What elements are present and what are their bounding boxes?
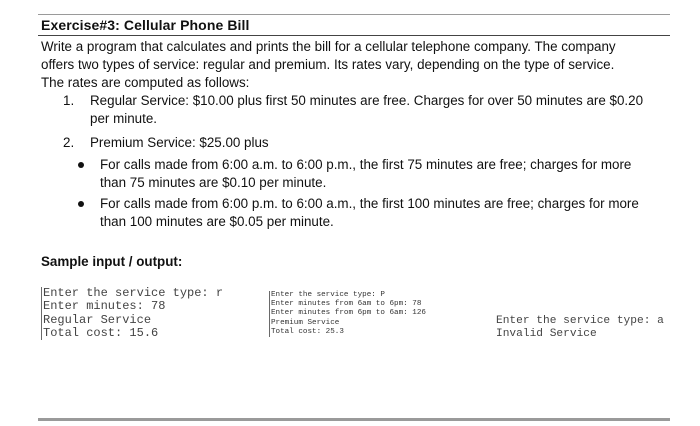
- list-item-regular: [63, 92, 663, 128]
- sample-output-invalid: [496, 315, 664, 340]
- console-line: Enter minutes from 6am to 6pm: 78: [271, 300, 422, 309]
- sample-heading: Sample input / output:: [41, 254, 183, 269]
- list-number: 1.: [63, 93, 75, 108]
- console-line: Total cost: 25.3: [271, 327, 344, 336]
- console-line: Total cost: 15.6: [43, 325, 159, 340]
- list-line: Regular Service: $10.00 plus first 50 minutes are free. Charges for over 50 minutes are $0.20: [90, 93, 644, 108]
- sample-output-regular: [41, 287, 223, 340]
- bullet-icon: [78, 162, 84, 168]
- description-line: offers two types of service: regular and premium. Its rates vary, depending on the type of service.: [41, 57, 615, 72]
- bullet-icon: [78, 201, 84, 207]
- console-line: Regular Service: [43, 312, 152, 327]
- title-underline: [38, 35, 670, 36]
- console-line: Premium Service: [271, 318, 340, 327]
- exercise-title: Exercise#3: Cellular Phone Bill: [41, 17, 250, 33]
- bullet-line: For calls made from 6:00 p.m. to 6:00 a.m., the first 100 minutes are free; charges for more: [100, 196, 639, 211]
- list-number: 2.: [63, 135, 75, 150]
- sample-output-premium: [269, 291, 426, 337]
- bullet-item-daytime: [78, 156, 662, 192]
- console-line: Enter the service type: P: [271, 291, 385, 299]
- list-text: [90, 134, 663, 152]
- console-line: Enter minutes from 6pm to 6am: 126: [271, 309, 426, 318]
- console-line: Enter the service type: a: [496, 315, 664, 327]
- top-divider: [38, 14, 670, 15]
- console-line: Enter the service type: r: [43, 286, 224, 300]
- bullet-line: than 75 minutes are $0.10 per minute.: [100, 175, 327, 190]
- bullet-text: [100, 156, 662, 192]
- bullet-item-nighttime: [78, 195, 662, 231]
- list-line: per minute.: [90, 111, 157, 126]
- console-line: Invalid Service: [496, 327, 597, 340]
- list-line: Premium Service: $25.00 plus: [90, 135, 269, 150]
- description-line: The rates are computed as follows:: [41, 75, 250, 90]
- bullet-line: than 100 minutes are $0.05 per minute.: [100, 214, 334, 229]
- list-text: [90, 92, 663, 128]
- list-item-premium: [63, 134, 663, 152]
- bottom-divider: [38, 418, 670, 421]
- bullet-text: [100, 195, 662, 231]
- description-line: Write a program that calculates and prints the bill for a cellular telephone company. The company: [41, 39, 616, 54]
- bullet-line: For calls made from 6:00 a.m. to 6:00 p.m., the first 75 minutes are free; charges for more: [100, 157, 632, 172]
- exercise-description: [41, 38, 661, 92]
- console-line: Enter minutes: 78: [43, 299, 166, 314]
